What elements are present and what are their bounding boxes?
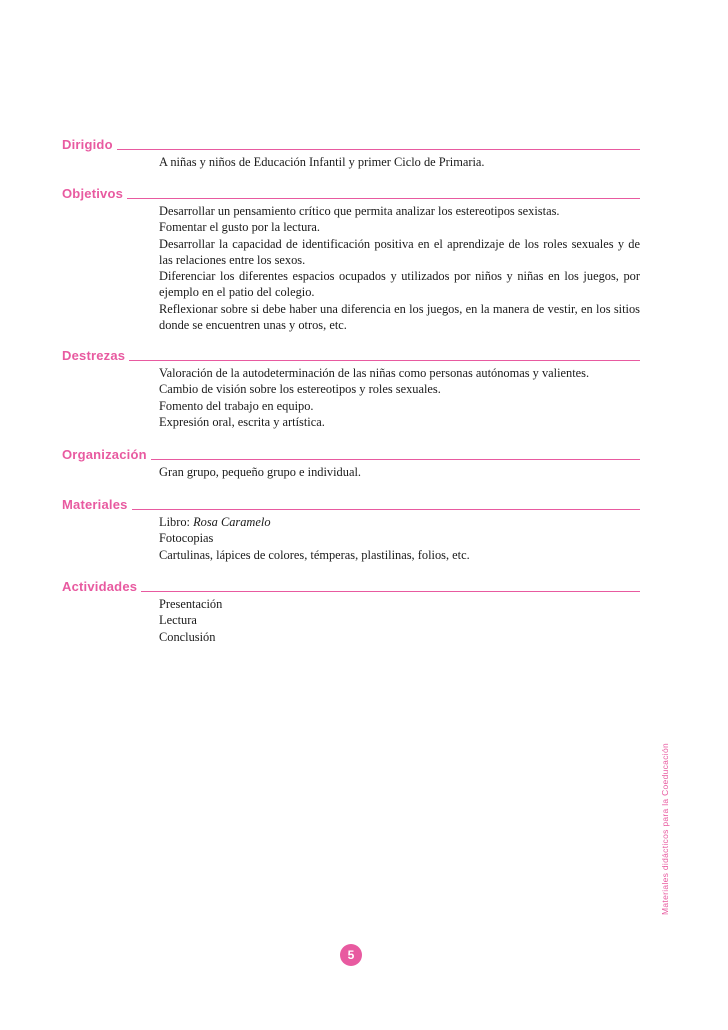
- section-heading: Materiales: [62, 498, 132, 512]
- body-line: Reflexionar sobre si debe haber una diferencia en los juegos, en la manera de vestir, en los sitios donde se encuentren unas y otros, etc.: [159, 301, 640, 333]
- page-number-badge: 5: [340, 944, 362, 966]
- section-body: [159, 464, 640, 480]
- body-line: Conclusión: [159, 629, 216, 644]
- section-body: [159, 514, 640, 563]
- body-line: Diferenciar los diferentes espacios ocupados y utilizados por niños y niñas en los juegos, por ejemplo en el patio del colegio.: [159, 269, 640, 300]
- body-line: Fomentar el gusto por la lectura.: [159, 220, 321, 235]
- section-actividades: [62, 578, 640, 645]
- body-line: Desarrollar la capacidad de identificación positiva en el aprendizaje de los roles sexuales y de las relaciones entre los sexos.: [159, 236, 640, 267]
- side-label: Materiales didácticos para la Coeducación: [660, 743, 670, 915]
- section-heading: Organización: [62, 448, 151, 462]
- section-rule: [62, 360, 640, 361]
- body-line: Valoración de la autodeterminación de las niñas como personas autónomas y valientes.: [159, 366, 590, 380]
- section-rule: [62, 198, 640, 199]
- body-line: Presentación: [159, 597, 223, 611]
- section-rule: [62, 149, 640, 150]
- section-body: [159, 154, 640, 170]
- section-rule: [62, 509, 640, 510]
- section-heading: Dirigido: [62, 138, 117, 152]
- body-line: Fotocopias: [159, 531, 214, 546]
- section-heading: Objetivos: [62, 187, 127, 201]
- section-heading: Destrezas: [62, 349, 129, 363]
- body-line: Cambio de visión sobre los estereotipos y roles sexuales.: [159, 382, 441, 397]
- body-line: Lectura: [159, 613, 197, 628]
- body-line: Fomento del trabajo en equipo.: [159, 398, 314, 413]
- section-materiales: [62, 496, 640, 563]
- body-line: Gran grupo, pequeño grupo e individual.: [159, 465, 361, 479]
- body-line-book: [159, 514, 640, 530]
- section-destrezas: [62, 347, 640, 430]
- body-line: Desarrollar un pensamiento crítico que permita analizar los estereotipos sexistas.: [159, 204, 560, 218]
- section-body: [159, 596, 640, 645]
- section-body: [159, 203, 640, 333]
- book-title: Rosa Caramelo: [193, 515, 271, 529]
- section-rule: [62, 591, 640, 592]
- section-heading: Actividades: [62, 580, 141, 594]
- section-objetivos: [62, 185, 640, 333]
- section-organizacion: [62, 446, 640, 480]
- body-line: Expresión oral, escrita y artística.: [159, 414, 325, 429]
- body-line: A niñas y niños de Educación Infantil y primer Ciclo de Primaria.: [159, 155, 485, 169]
- section-body: [159, 365, 640, 430]
- section-dirigido: [62, 136, 640, 170]
- book-prefix: Libro:: [159, 515, 194, 529]
- body-line: Cartulinas, lápices de colores, témperas, plastilinas, folios, etc.: [159, 547, 470, 562]
